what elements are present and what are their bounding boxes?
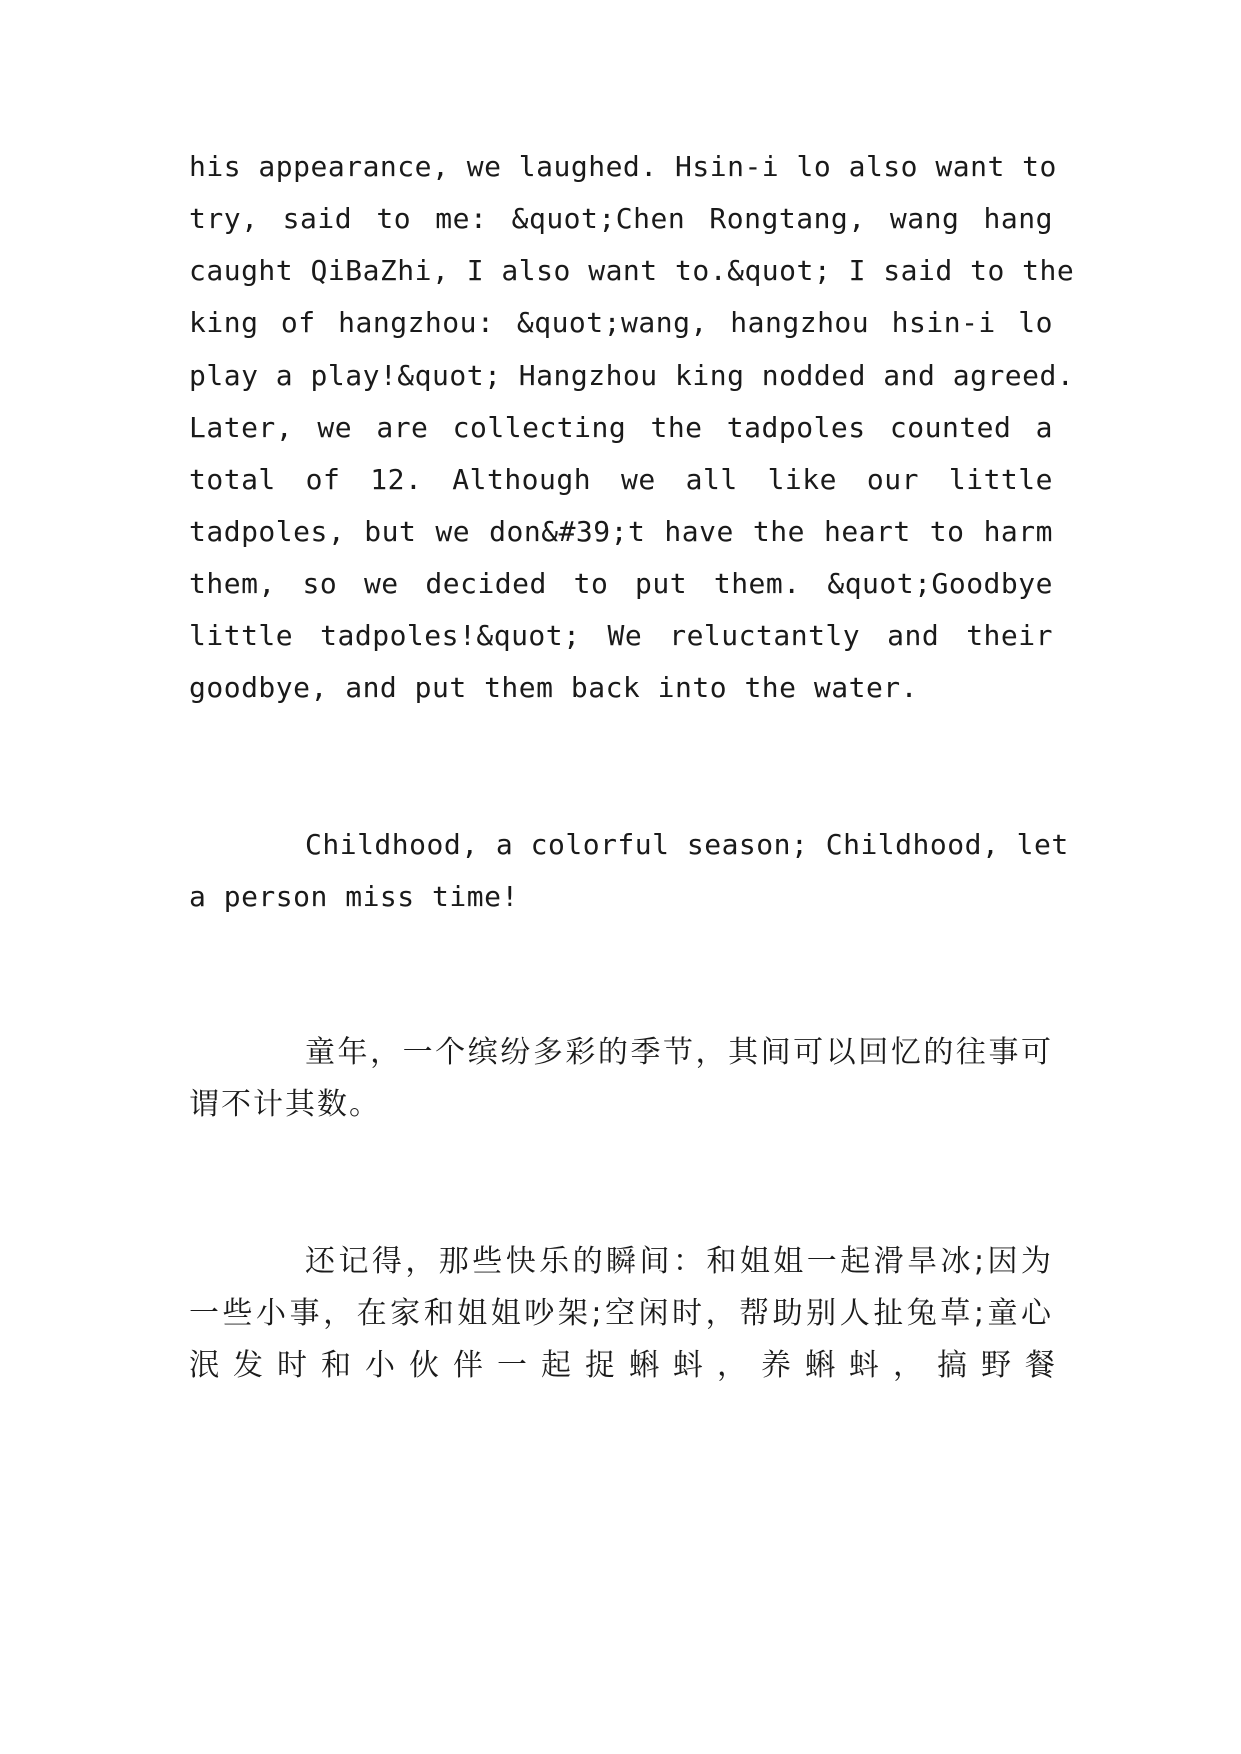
paragraph-1-line-2: try, said to me: &quot;Chen Rongtang, wang hang <box>189 202 1053 235</box>
paragraph-2-line-2: a person miss time! <box>189 880 519 913</box>
paragraph-1-line-1: his appearance, we laughed. Hsin-i lo also want to <box>189 150 1057 183</box>
paragraph-1-line-10: little tadpoles!&quot; We reluctantly and their <box>189 619 1053 652</box>
paragraph-1-line-9: them, so we decided to put them. &quot;Goodbye <box>189 567 1053 600</box>
paragraph-4-line-3: 泯发时和小伙伴一起捉蝌蚪，养蝌蚪，搞野餐 <box>189 1348 1069 1383</box>
paragraph-1-line-7: total of 12. Although we all like our little <box>189 463 1053 496</box>
paragraph-1-line-4: king of hangzhou: &quot;wang, hangzhou hsin-i lo <box>189 306 1053 339</box>
paragraph-4-line-1: 还记得，那些快乐的瞬间：和姐姐一起滑旱冰;因为 <box>305 1244 1053 1279</box>
paragraph-4-line-2: 一些小事，在家和姐姐吵架;空闲时，帮助别人扯兔草;童心 <box>189 1296 1053 1331</box>
paragraph-1-line-11: goodbye, and put them back into the water. <box>189 671 919 704</box>
paragraph-1-line-3: caught QiBaZhi, I also want to.&quot; I said to the <box>189 254 1075 287</box>
paragraph-1-line-5: play a play!&quot; Hangzhou king nodded and agreed. <box>189 359 1075 392</box>
paragraph-2-line-1: Childhood, a colorful season; Childhood, let <box>305 828 1069 861</box>
paragraph-3-line-2: 谓不计其数。 <box>189 1087 381 1122</box>
paragraph-3-line-1: 童年，一个缤纷多彩的季节，其间可以回忆的往事可 <box>305 1035 1053 1070</box>
paragraph-1-line-6: Later, we are collecting the tadpoles counted a <box>189 411 1053 444</box>
paragraph-1-line-8: tadpoles, but we don&#39;t have the heart to harm <box>189 515 1053 548</box>
